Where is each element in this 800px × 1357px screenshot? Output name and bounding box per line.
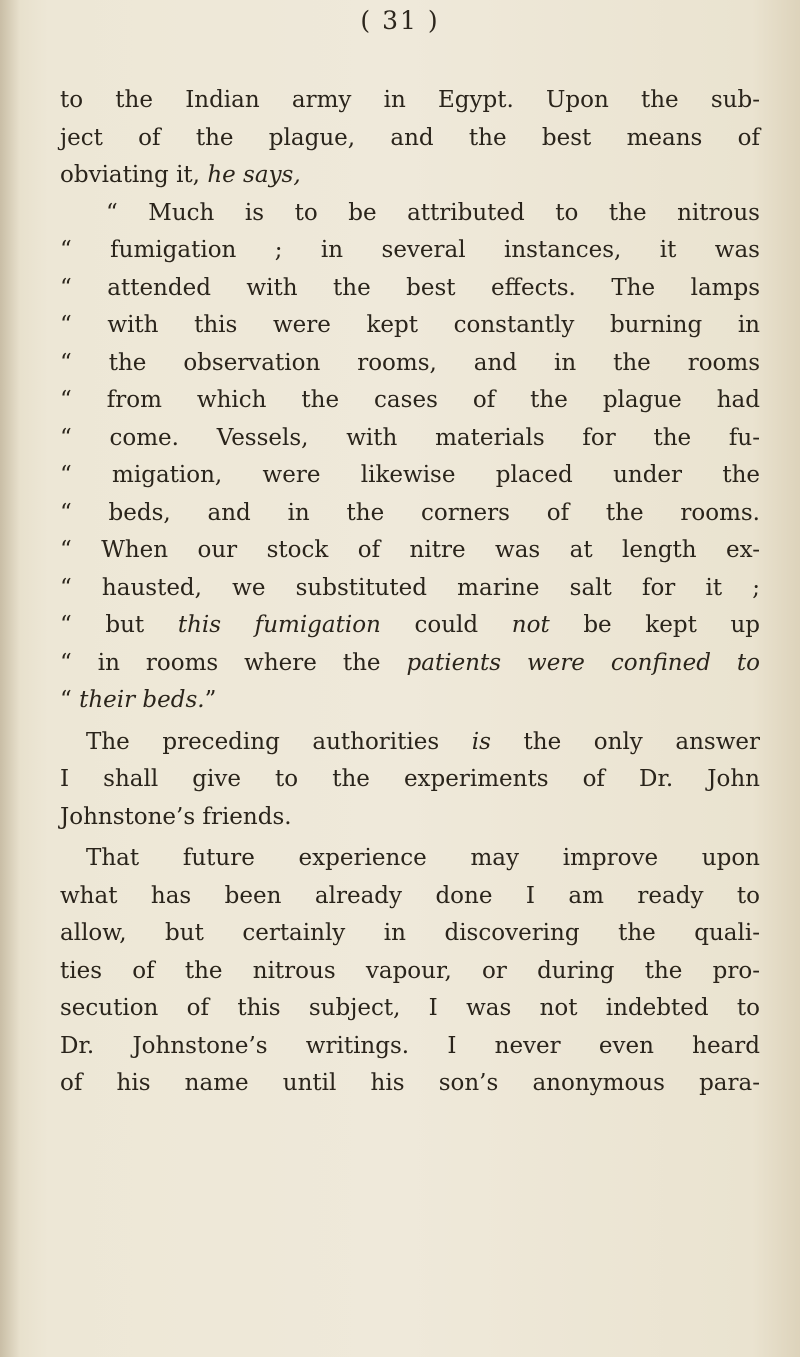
text-line: “ beds, and in the corners of the rooms.: [60, 499, 760, 526]
page-number: ( 31 ): [360, 6, 440, 35]
text-line: to the Indian army in Egypt. Upon the sub-: [60, 87, 760, 113]
text-line: of his name until his son’s anonymous para-: [60, 1070, 760, 1096]
text-line: I shall give to the experiments of Dr. John: [60, 766, 760, 792]
text-line: “ from which the cases of the plague had: [60, 387, 760, 413]
text-line: obviating it, he says,: [60, 162, 301, 188]
text-line: “ come. Vessels, with materials for the fu-: [60, 424, 760, 451]
text-line: “ the observation rooms, and in the rooms: [60, 349, 760, 376]
text-line: secution of this subject, I was not indebted to: [60, 995, 760, 1021]
text-line: That future experience may improve upon: [86, 845, 760, 871]
text-line: “ with this were kept constantly burning in: [60, 312, 760, 338]
text-line: allow, but certainly in discovering the quali-: [60, 920, 760, 946]
text-line: Johnstone’s friends.: [60, 803, 292, 830]
text-line: what has been already done I am ready to: [60, 882, 760, 909]
text-line: “ their beds.”: [60, 687, 217, 713]
text-line: “ in rooms where the patients were confined to: [60, 649, 761, 676]
text-line: “ hausted, we substituted marine salt for it ;: [60, 574, 760, 601]
text-line: Dr. Johnstone’s writings. I never even heard: [60, 1032, 760, 1059]
text-line: “ but this fumigation could not be kept up: [60, 612, 760, 638]
text-line: ject of the plague, and the best means of: [60, 124, 760, 151]
text-line: “ fumigation ; in several instances, it was: [60, 237, 760, 263]
text-line: “ Much is to be attributed to the nitrous: [106, 199, 760, 226]
text-line: “ attended with the best effects. The lamps: [60, 274, 760, 301]
text-line: ties of the nitrous vapour, or during the pro-: [60, 957, 760, 984]
page-gutter-shadow: [0, 0, 20, 1357]
text-line: “ When our stock of nitre was at length ex-: [60, 537, 760, 563]
text-line: “ migation, were likewise placed under the: [60, 462, 760, 488]
body-text: [60, 82, 760, 1103]
text-line: The preceding authorities is the only answer: [86, 728, 760, 755]
